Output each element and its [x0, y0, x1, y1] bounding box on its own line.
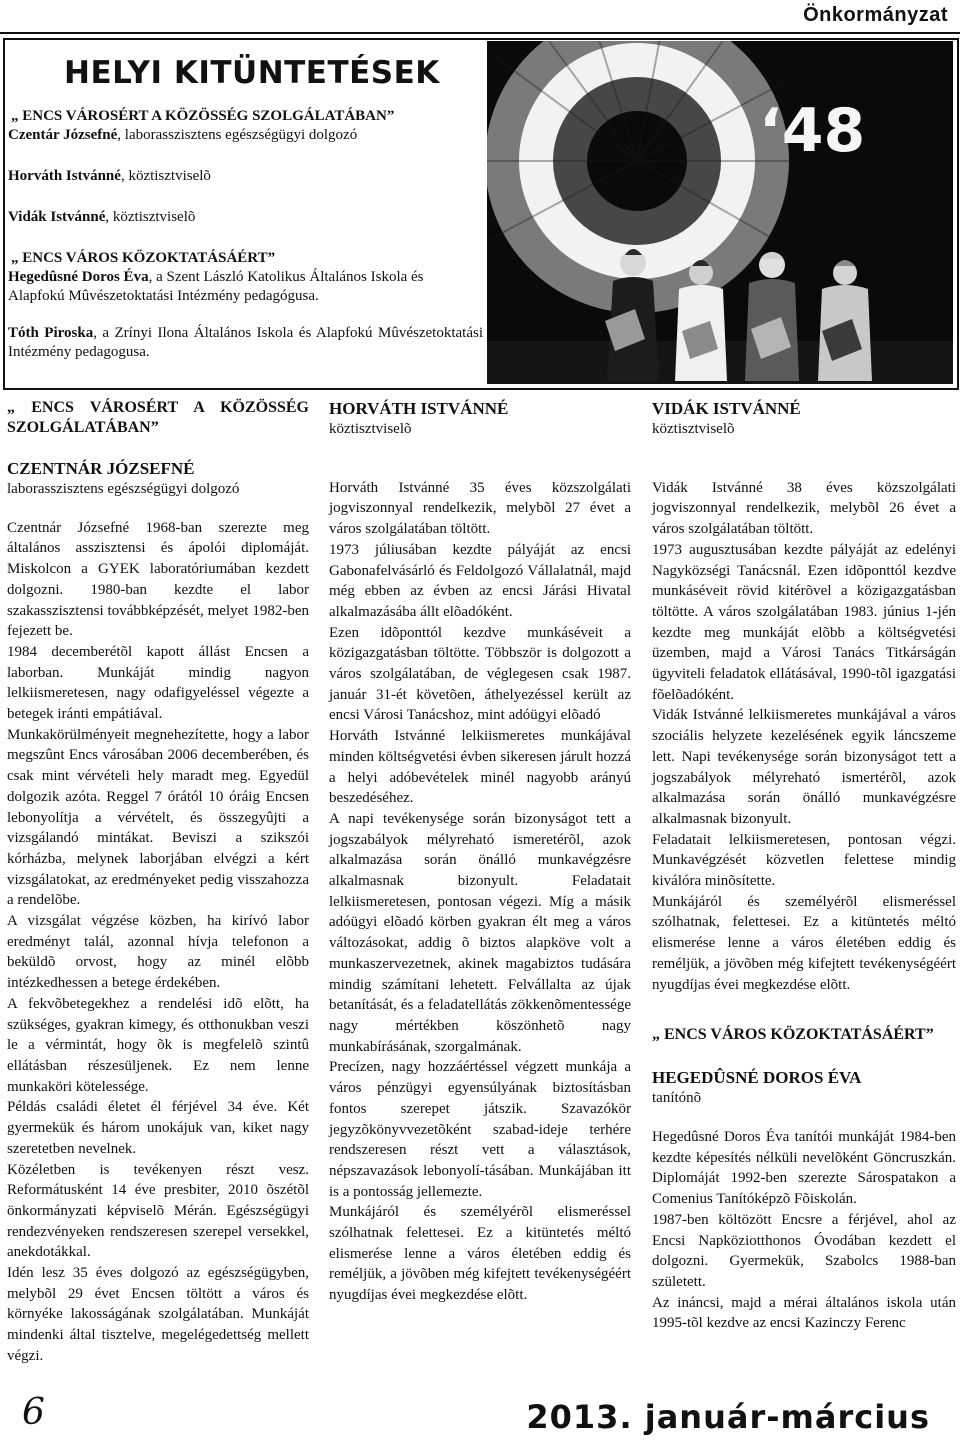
paragraph: Ezen idõponttól kezdve munkáséveit a közigazgatásban töltötte. Többször is dolgozott a város szolgálatában, de véglegesen csak 1987. január 31-ét követõen, áthelyezéssel került az encsi Városi Tanácshoz, mint adóügyi elõadó — [329, 624, 631, 724]
paragraph: Munkájáról és személyérõl elismeréssel szólhatnak felettesei. Ez a kitüntetés méltó elismerése lenne a város életében eddig és reméljük, a jövõben még kifejtett tevékenységéért nyugdíjas évei megkezdése elõtt. — [329, 1204, 631, 1304]
paragraph: Hegedûsné Doros Éva tanítói munkáját 1984-ben kezdte képesítés nélküli nevelõként Göncruszkán. Diplomáját 1992-ben szerezte Sárospatakon a Comenius Tanítóképzõ Fõiskolán. — [652, 1128, 956, 1208]
awardee-name: Hegedûsné Doros Éva — [8, 269, 149, 285]
paragraph: Példás családi életet él férjével 34 éve. Két gyermekük és három unokájuk van, kiket nagy szeretetben nevelnek. — [7, 1099, 309, 1157]
section-title: Önkormányzat — [803, 4, 948, 26]
person-name: HORVÁTH ISTVÁNNÉ — [329, 399, 509, 418]
awards-title: HELYI KITÜNTETÉSEK — [64, 55, 440, 91]
photo-illustration — [487, 41, 953, 384]
awards-box — [8, 45, 483, 362]
paragraph: 1987-ben költözött Encsre a férjével, ahol az Encsi Napköziotthonos Óvodában kezdett el dolgozni. Gyermekük, Szabolcs 1988-ban született. — [652, 1211, 956, 1290]
paragraph: Precízen, nagy hozzáértéssel végzett munkája a város pénzügyi egyensúlyának biztosításban fontos szerepet játszik. Szavazókör jegyzõkönyvvezetõként szabad-ideje terhére rendszeresen részt vett a választások, népszavazások lebonyolí-tásában. Munkájában itt is a pontosság jellemezte. — [329, 1059, 631, 1200]
person-role: köztisztviselõ — [652, 421, 735, 437]
person-role: tanítónõ — [652, 1090, 702, 1107]
section-heading: „ ENCS VÁROSÉRT A KÖZÖSSÉG SZOLGÁLATÁBAN” — [7, 399, 309, 436]
header-rule — [0, 32, 960, 34]
paragraph: Vidák Istvánné 38 éves közszolgálati jogviszonnyal rendelkezik, melybõl 26 évet a város szolgálatában töltött. — [652, 479, 956, 538]
award-entry — [8, 167, 483, 186]
person-role: köztisztviselõ — [329, 421, 412, 437]
award-entry — [8, 324, 483, 362]
award-entry — [8, 208, 483, 227]
awardee-desc: , a Zrínyi Ilona Általános Iskola és Alapfokú Mûvészetoktatási Intézmény pedagogusa. — [8, 325, 483, 360]
awardee-name: Vidák Istvánné — [8, 209, 106, 225]
issue-date: 2013. január-március — [526, 1398, 930, 1436]
person-name: CZENTNÁR JÓZSEFNÉ — [7, 459, 195, 478]
paragraph: 1973 augusztusában kezdte pályáját az edelényi Nagyközségi Tanácsnál. Ezen idõponttól kezdve munkáséveit rövid kitérõvel a közigazgatásban töltötte. A város szolgálatában 1983. június 1-jén kezdte meg munkáját elõbb a költségvetési üzemben, majd a Városi Tanács Titkárságán ügyviteli feladatok ellátásával, 1990-tõl igazgatási fõelõadóként. — [652, 541, 956, 703]
page-number: 6 — [22, 1392, 45, 1433]
awardee-desc: , köztisztviselõ — [105, 209, 196, 225]
awardee-name: Horváth Istvánné — [8, 168, 121, 184]
paragraph: Munkakörülményeit megnehezítette, hogy a labor megszûnt Encs városában 2006 decemberében, és csak mint vérvételi hely maradt meg. Egyedül dolgozik azóta. Reggel 7 órától 10 óráig Encsen lebonyolítja a vérvételt, és összegyûjti a vizsgálandó mintákat. Beviszi a szikszói kórházba, melynek laborjában elvégzi a kért vizsgálatokat, az eredményeket pedig visszahozza a rendelõbe. — [7, 726, 309, 909]
column-horvath — [329, 398, 631, 1306]
paragraph: Horváth Istvánné 35 éves közszolgálati jogviszonnyal rendelkezik, melybõl 27 évet a város szolgálatában töltött. — [329, 479, 631, 538]
paragraph: Vidák Istvánné lelkiismeretes munkájával a város szociális helyzete kezelésének egyik láncszeme lett. Napi tevékenysége során bizonyságot tett a jogszabályok mélyreható ismertérõl, azok alkalmazása során önálló munkavégzésre alkalmasnak bizonyult. — [652, 707, 956, 827]
person-role: laborasszisztens egészségügyi dolgozó — [7, 481, 240, 497]
paragraph: A vizsgálat végzése közben, ha kirívó labor eredményt talál, azonnal hívja telefonon a beküldõ orvost, hogy az minél elõbb intézkedhessen a betege érdekében. — [7, 913, 309, 992]
paragraph: Idén lesz 35 éves dolgozó az egészségügyben, melybõl 29 évet Encsen töltött a város és környéke lakosságának szolgálatában. Munkáját mindenki által tisztelve, megelégedettség mellett végzi. — [7, 1265, 309, 1364]
award-entry — [8, 126, 483, 145]
award-category-2: „ ENCS VÁROS KÖZOKTATÁSÁÉRT” — [11, 250, 276, 266]
award-ceremony-photo — [487, 41, 953, 384]
paragraph: Munkájáról és személyérõl elismeréssel szólhatnak, felettesei. Ez a kitüntetés méltó elismerése lenne a város életében eddig és reméljük, a jövõben még kifejtett tevékenységéért nyugdíjas évei megkezdése elõtt. — [652, 893, 956, 993]
person-name: VIDÁK ISTVÁNNÉ — [652, 399, 801, 418]
paragraph: Közéletben is tevékenyen részt vesz. Reformátusként 14 éve presbiter, 2010 õszétõl önkormányzati képviselõ Mérán. Egészségügyi rendezvényeken rendszeresen szerepel versekkel, anekdotákkal. — [7, 1161, 309, 1261]
awardee-name: Tóth Piroska — [8, 325, 94, 341]
award-entry — [8, 268, 483, 306]
paragraph: 1973 júliusában kezdte pályáját az encsi Gabonafelvásárló és Feldolgozó Vállalatnál, majd még ebben az évben az encsi Járási Hivatal alkalmazásába állt elõadóként. — [329, 541, 631, 620]
awardee-desc: , a Szent László Katolikus Általános Iskola és Alapfokú Mûvészetoktatási Intézmény pedagógusa. — [8, 269, 424, 304]
paragraph: Az ináncsi, majd a mérai általános iskola után 1995-tõl kezdve az encsi Kazinczy Ferenc — [652, 1294, 956, 1332]
paragraph: Horváth Istvánné lelkiismeretes munkájával minden költségvetési évben sikeresen járult hozzá a helyi adóbevételek minél nagyobb arányú beszedéséhez. — [329, 728, 631, 807]
paragraph: Czentnár Józsefné 1968-ban szerezte meg általános asszisztensi és ápolói diplomáját. Miskolcon a GYEK laboratóriumában kezdett dolgozni. 1980-ban kezdte el labor szakasszisztensi továbbképzését, melyet 1982-ben fejezett be. — [7, 519, 309, 640]
paragraph: 1984 decemberétõl kapott állást Encsen a laborban. Munkáját mindig nagyon lelkiismeretesen, nagy odafigyeléssel végezte a betegek iránti empátiával. — [7, 643, 309, 723]
column-vidak — [652, 398, 956, 1334]
photo-caption-48: ‘48 — [759, 96, 866, 166]
awardee-name: Czentár Józsefné — [8, 127, 118, 143]
award-category-1: „ ENCS VÁROSÉRT A KÖZÖSSÉG SZOLGÁLATÁBAN” — [11, 108, 395, 124]
person-name: HEGEDÛSNÉ DOROS ÉVA — [652, 1068, 862, 1088]
section-heading: „ ENCS VÁROS KÖZOKTATÁSÁÉRT” — [652, 1026, 934, 1044]
paragraph: A napi tevékenysége során bizonyságot tett a jogszabályok mélyreható ismeretérõl, azok alkalmazása során önálló munkavégzésre alkalmasnak bizonyult. Feladatait lelkiismeretesen, pontosan végezi. Míg a másik adóügyi elõadó körben gyakran élt meg a város változásokat, addig õ biztos alapköve volt a munkaszervezetnek, akinek magabiztos tudására mindig számítani lehetett. Felvállalta az újak betanítását, és a feladatellátás zökkenõmentessége nagy mértékben köszönhetõ nagy munkabírásának, szorgalmának. — [329, 810, 631, 1055]
paragraph: Feladatait lelkiismeretesen, pontosan végzi. Munkavégzését közvetlen felettese mindig kiválóra minõsítette. — [652, 831, 956, 890]
awardee-desc: , laborasszisztens egészségügyi dolgozó — [117, 127, 358, 143]
awardee-desc: , köztisztviselõ — [120, 168, 211, 184]
paragraph: A fekvõbetegekhez a rendelési idõ elõtt, ha szükséges, gyakran kimegy, és otthonukban veszi le a vérmintát, hogy õk is megfelelõ szintû ellátásban részesüljenek. Ez nem lenne munkaköri kötelessége. — [7, 995, 309, 1095]
column-czentnar — [7, 398, 309, 1367]
